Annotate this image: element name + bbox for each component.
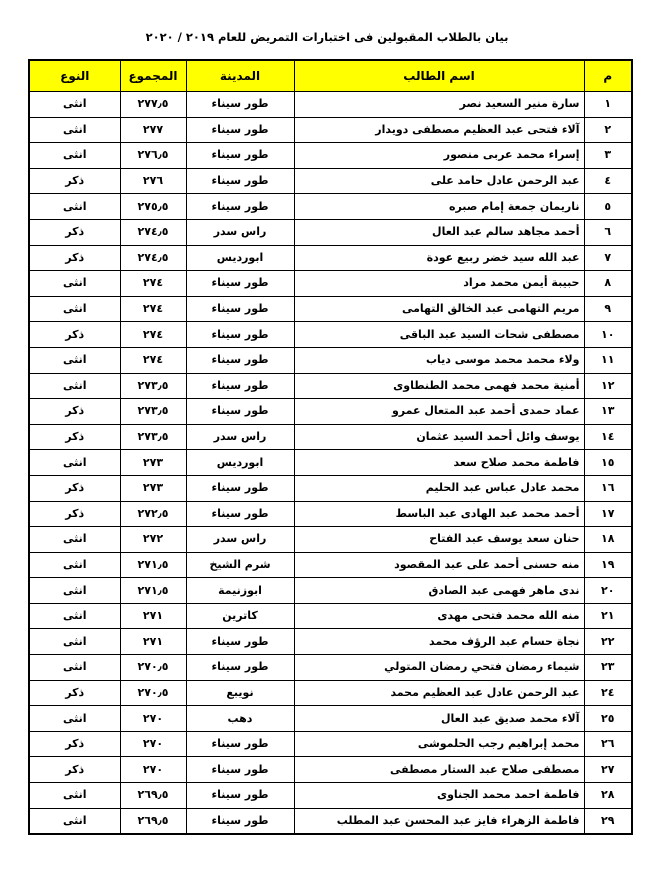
table-row (29, 680, 632, 706)
cell-serial: ١١ (584, 347, 632, 373)
cell-total: ٢٧٤ (120, 271, 186, 297)
cell-city: راس سدر (186, 424, 294, 450)
cell-gender: انثى (29, 808, 120, 834)
cell-student-name: آلاء فتحى عبد العظيم مصطفى دويدار (294, 117, 584, 143)
cell-gender: انثى (29, 117, 120, 143)
cell-student-name: فاطمة الزهراء فايز عبد المحسن عبد المطلب (294, 808, 584, 834)
table-row (29, 117, 632, 143)
cell-total: ٢٧٣٫٥ (120, 373, 186, 399)
cell-serial: ١٦ (584, 475, 632, 501)
cell-student-name: أمنية محمد فهمى محمد الطنطاوى (294, 373, 584, 399)
cell-student-name: شيماء رمضان فتحي رمضان المتولي (294, 655, 584, 681)
cell-total: ٢٧٤٫٥ (120, 245, 186, 271)
table-row (29, 322, 632, 348)
cell-serial: ١٩ (584, 552, 632, 578)
cell-student-name: سارة منير السعيد نصر (294, 92, 584, 118)
cell-student-name: حنان سعد يوسف عبد الفتاح (294, 527, 584, 553)
table-row (29, 655, 632, 681)
cell-student-name: مريم التهامى عبد الخالق التهامى (294, 296, 584, 322)
cell-total: ٢٧١٫٥ (120, 578, 186, 604)
cell-student-name: ولاء محمد محمد موسى دياب (294, 347, 584, 373)
cell-serial: ١٥ (584, 450, 632, 476)
cell-total: ٢٧٠٫٥ (120, 655, 186, 681)
cell-city: نويبع (186, 680, 294, 706)
cell-total: ٢٧٠ (120, 731, 186, 757)
cell-serial: ٢٦ (584, 731, 632, 757)
cell-student-name: عبد الله سيد خضر ربيع عودة (294, 245, 584, 271)
table-row (29, 603, 632, 629)
cell-serial: ٣ (584, 143, 632, 169)
cell-student-name: إسراء محمد عربى منصور (294, 143, 584, 169)
cell-city: شرم الشيخ (186, 552, 294, 578)
cell-total: ٢٧٤٫٥ (120, 219, 186, 245)
cell-city: طور سيناء (186, 655, 294, 681)
cell-city: ابورديس (186, 245, 294, 271)
cell-student-name: يوسف وائل أحمد السيد عثمان (294, 424, 584, 450)
cell-city: طور سيناء (186, 117, 294, 143)
cell-serial: ٨ (584, 271, 632, 297)
table-row (29, 475, 632, 501)
cell-student-name: نجاة حسام عبد الرؤف محمد (294, 629, 584, 655)
cell-student-name: عبد الرحمن عادل عبد العظيم محمد (294, 680, 584, 706)
cell-city: راس سدر (186, 527, 294, 553)
cell-gender: ذكر (29, 501, 120, 527)
cell-serial: ٢٠ (584, 578, 632, 604)
cell-gender: ذكر (29, 757, 120, 783)
cell-city: طور سيناء (186, 757, 294, 783)
table-row (29, 296, 632, 322)
cell-serial: ٢٧ (584, 757, 632, 783)
cell-city: طور سيناء (186, 783, 294, 809)
cell-total: ٢٧١ (120, 629, 186, 655)
column-header-city: المدينة (186, 60, 294, 92)
cell-city: طور سيناء (186, 373, 294, 399)
table-row (29, 629, 632, 655)
students-table (28, 59, 633, 835)
cell-city: طور سيناء (186, 347, 294, 373)
table-row (29, 783, 632, 809)
cell-student-name: آلاء محمد صديق عبد العال (294, 706, 584, 732)
cell-student-name: عبد الرحمن عادل حامد على (294, 168, 584, 194)
cell-city: ابوزنيمة (186, 578, 294, 604)
table-row (29, 143, 632, 169)
cell-city: طور سيناء (186, 322, 294, 348)
column-header-gender: النوع (29, 60, 120, 92)
cell-student-name: عماد حمدى أحمد عبد المتعال عمرو (294, 399, 584, 425)
cell-gender: انثى (29, 92, 120, 118)
cell-serial: ١٣ (584, 399, 632, 425)
page-title: بيان بالطلاب المقبولين فى اختبارات التمريض للعام ٢٠١٩ / ٢٠٢٠ (145, 30, 509, 44)
cell-student-name: أحمد محمد عبد الهادى عبد الباسط (294, 501, 584, 527)
table-row (29, 245, 632, 271)
table-row (29, 194, 632, 220)
cell-serial: ٢ (584, 117, 632, 143)
cell-total: ٢٧٣٫٥ (120, 424, 186, 450)
table-row (29, 578, 632, 604)
column-header-total: المجموع (120, 60, 186, 92)
cell-gender: انثى (29, 347, 120, 373)
table-row (29, 92, 632, 118)
cell-city: كاترين (186, 603, 294, 629)
cell-total: ٢٧٠٫٥ (120, 680, 186, 706)
cell-gender: انثى (29, 373, 120, 399)
column-header-student-name: اسم الطالب (294, 60, 584, 92)
cell-total: ٢٧٦ (120, 168, 186, 194)
cell-gender: ذكر (29, 680, 120, 706)
cell-student-name: مصطفى شحات السيد عبد الباقى (294, 322, 584, 348)
cell-gender: انثى (29, 706, 120, 732)
cell-total: ٢٧١٫٥ (120, 552, 186, 578)
table-row (29, 424, 632, 450)
cell-student-name: ندى ماهر فهمى عبد الصادق (294, 578, 584, 604)
cell-gender: انثى (29, 783, 120, 809)
cell-gender: انثى (29, 578, 120, 604)
cell-city: طور سيناء (186, 296, 294, 322)
cell-serial: ٢٥ (584, 706, 632, 732)
table-row (29, 552, 632, 578)
cell-gender: انثى (29, 552, 120, 578)
table-row (29, 347, 632, 373)
table-row (29, 271, 632, 297)
cell-student-name: فاطمة محمد صلاح سعد (294, 450, 584, 476)
cell-serial: ٤ (584, 168, 632, 194)
cell-serial: ١٤ (584, 424, 632, 450)
cell-total: ٢٧٣ (120, 450, 186, 476)
cell-city: طور سيناء (186, 194, 294, 220)
cell-city: راس سدر (186, 219, 294, 245)
cell-serial: ١٨ (584, 527, 632, 553)
cell-total: ٢٧٢٫٥ (120, 501, 186, 527)
cell-student-name: أحمد مجاهد سالم عبد العال (294, 219, 584, 245)
cell-student-name: محمد إبراهيم رجب الحلموشى (294, 731, 584, 757)
cell-total: ٢٧١ (120, 603, 186, 629)
cell-student-name: مصطفى صلاح عبد الستار مصطفى (294, 757, 584, 783)
cell-total: ٢٦٩٫٥ (120, 783, 186, 809)
cell-gender: انثى (29, 629, 120, 655)
cell-city: طور سيناء (186, 501, 294, 527)
cell-gender: ذكر (29, 245, 120, 271)
cell-student-name: ناريمان جمعة إمام صبره (294, 194, 584, 220)
cell-city: طور سيناء (186, 271, 294, 297)
table-row (29, 168, 632, 194)
cell-gender: انثى (29, 143, 120, 169)
cell-student-name: منه حسنى أحمد على عبد المقصود (294, 552, 584, 578)
cell-total: ٢٧٧ (120, 117, 186, 143)
cell-total: ٢٧٠ (120, 757, 186, 783)
column-header-serial: م (584, 60, 632, 92)
cell-city: طور سيناء (186, 475, 294, 501)
cell-total: ٢٧٣٫٥ (120, 399, 186, 425)
cell-student-name: حبيبة أيمن محمد مراد (294, 271, 584, 297)
cell-city: ابورديس (186, 450, 294, 476)
cell-gender: انثى (29, 603, 120, 629)
cell-serial: ١٢ (584, 373, 632, 399)
table-row (29, 399, 632, 425)
table-row (29, 219, 632, 245)
cell-student-name: فاطمة احمد محمد الجناوى (294, 783, 584, 809)
cell-gender: انثى (29, 194, 120, 220)
cell-gender: ذكر (29, 424, 120, 450)
cell-gender: ذكر (29, 322, 120, 348)
cell-total: ٢٧٥٫٥ (120, 194, 186, 220)
table-row (29, 731, 632, 757)
table-row (29, 706, 632, 732)
cell-serial: ١ (584, 92, 632, 118)
cell-gender: انثى (29, 450, 120, 476)
table-row (29, 808, 632, 834)
cell-total: ٢٧٠ (120, 706, 186, 732)
table-row (29, 501, 632, 527)
table-header (29, 60, 632, 92)
cell-gender: ذكر (29, 475, 120, 501)
cell-student-name: محمد عادل عباس عبد الحليم (294, 475, 584, 501)
cell-student-name: منه الله محمد فتحى مهدى (294, 603, 584, 629)
cell-total: ٢٧٤ (120, 296, 186, 322)
table-header-row (29, 60, 632, 92)
cell-serial: ٢٩ (584, 808, 632, 834)
cell-gender: ذكر (29, 731, 120, 757)
cell-serial: ٧ (584, 245, 632, 271)
cell-serial: ٥ (584, 194, 632, 220)
cell-serial: ٩ (584, 296, 632, 322)
cell-gender: انثى (29, 655, 120, 681)
cell-gender: انثى (29, 271, 120, 297)
cell-gender: انثى (29, 296, 120, 322)
cell-serial: ٢٣ (584, 655, 632, 681)
cell-total: ٢٧٢ (120, 527, 186, 553)
cell-serial: ٢١ (584, 603, 632, 629)
cell-city: طور سيناء (186, 143, 294, 169)
cell-city: طور سيناء (186, 731, 294, 757)
cell-gender: انثى (29, 527, 120, 553)
cell-serial: ١٧ (584, 501, 632, 527)
cell-city: طور سيناء (186, 399, 294, 425)
cell-serial: ٢٢ (584, 629, 632, 655)
cell-total: ٢٧٣ (120, 475, 186, 501)
cell-total: ٢٧٤ (120, 322, 186, 348)
students-table-container (30, 59, 633, 835)
table-row (29, 757, 632, 783)
cell-gender: ذكر (29, 168, 120, 194)
cell-serial: ٢٤ (584, 680, 632, 706)
cell-serial: ١٠ (584, 322, 632, 348)
cell-total: ٢٧٤ (120, 347, 186, 373)
cell-city: دهب (186, 706, 294, 732)
cell-city: طور سيناء (186, 92, 294, 118)
cell-city: طور سيناء (186, 808, 294, 834)
cell-city: طور سيناء (186, 168, 294, 194)
cell-total: ٢٧٧٫٥ (120, 92, 186, 118)
cell-serial: ٢٨ (584, 783, 632, 809)
cell-gender: ذكر (29, 219, 120, 245)
table-body (29, 92, 632, 835)
cell-serial: ٦ (584, 219, 632, 245)
table-row (29, 450, 632, 476)
table-row (29, 527, 632, 553)
cell-total: ٢٦٩٫٥ (120, 808, 186, 834)
table-row (29, 373, 632, 399)
cell-city: طور سيناء (186, 629, 294, 655)
cell-total: ٢٧٦٫٥ (120, 143, 186, 169)
cell-gender: ذكر (29, 399, 120, 425)
